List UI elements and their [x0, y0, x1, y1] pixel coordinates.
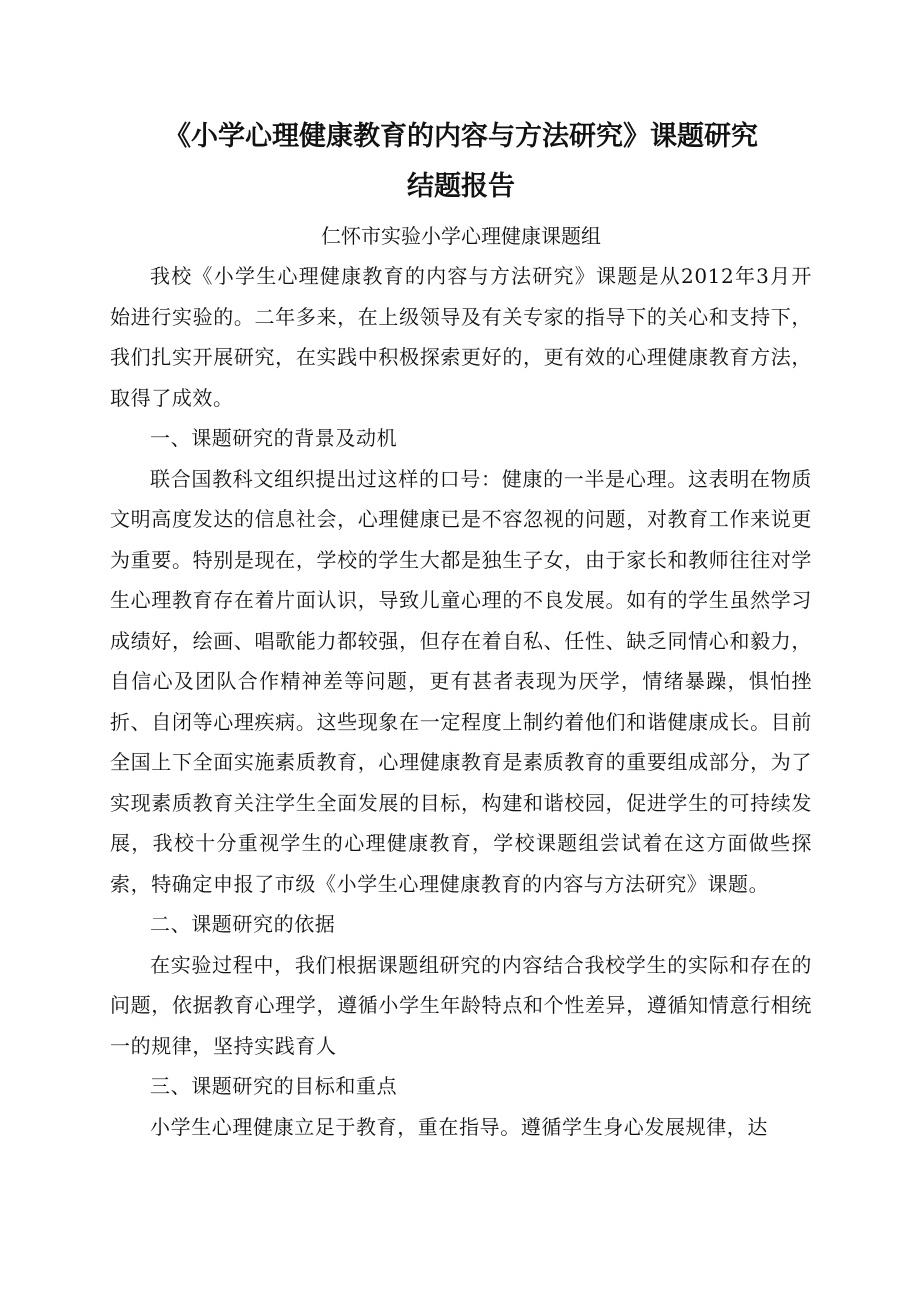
title-line-1: 《小学心理健康教育的内容与方法研究》课题研究: [164, 121, 758, 152]
document-page: [110, 112, 812, 1147]
section-body-3: 小学生心理健康立足于教育，重在指导。遵循学生身心发展规律，达: [150, 1114, 768, 1139]
section-body-2: 在实验过程中，我们根据课题组研究的内容结合我校学生的实际和存在的问题，依据教育心理学，遵循小学生年龄特点和个性差异，遵循知情意行相统一的规律，坚持实践育人: [110, 952, 812, 1058]
document-title: [110, 112, 812, 212]
author-line: 仁怀市实验小学心理健康课题组: [321, 224, 601, 248]
section-heading-2: 二、课题研究的依据: [150, 912, 336, 936]
section-heading-3: 三、课题研究的目标和重点: [150, 1074, 398, 1098]
title-line-2: 结题报告: [407, 171, 515, 202]
intro-paragraph: 我校《小学生心理健康教育的内容与方法研究》课题是从2012年3月开始进行实验的。二年多来，在上级领导及有关专家的指导下的关心和支持下，我们扎实开展研究，在实践中积极探索更好的，更有效的心理健康教育方法，取得了成效。: [110, 264, 812, 410]
section-body-1: 联合国教科文组织提出过这样的口号：健康的一半是心理。这表明在物质文明高度发达的信息社会，心理健康已是不容忽视的问题，对教育工作来说更为重要。特别是现在，学校的学生大都是独生子女，由于家长和教师往往对学生心理教育存在着片面认识，导致儿童心理的不良发展。如有的学生虽然学习成绩好，绘画、唱歌能力都较强，但存在着自私、任性、缺乏同情心和毅力，自信心及团队合作精神差等问题，更有甚者表现为厌学，情绪暴躁，惧怕挫折、自闭等心理疾病。这些现象在一定程度上制约着他们和谐健康成长。目前全国上下全面实施素质教育，心理健康教育是素质教育的重要组成部分，为了实现素质教育关注学生全面发展的目标，构建和谐校园，促进学生的可持续发展，我校十分重视学生的心理健康教育，学校课题组尝试着在这方面做些探索，特确定申报了市级《小学生心理健康教育的内容与方法研究》课题。: [110, 466, 812, 896]
section-heading-1: 一、课题研究的背景及动机: [150, 426, 398, 450]
